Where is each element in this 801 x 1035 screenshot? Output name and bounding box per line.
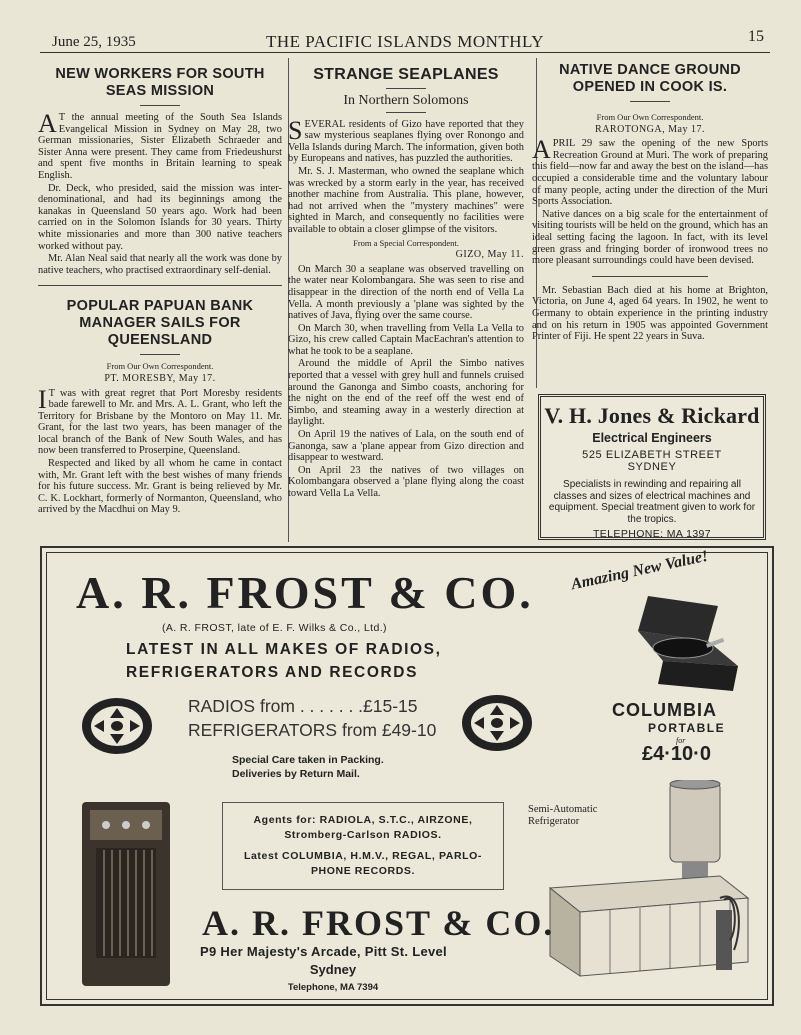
ad-city: Sydney (309, 962, 357, 977)
radio-reel-left-icon (80, 696, 154, 756)
divider (38, 285, 282, 286)
masthead: THE PACIFIC ISLANDS MONTHLY (266, 32, 544, 51)
dateline: RAROTONGA, May 17. (595, 123, 705, 135)
columbia-brand: COLUMBIA (612, 700, 717, 720)
article-paragraph: APRIL 29 saw the opening of the new Sports Recreation Ground at Muri. The work of preparing this field—now far and away the best on the island—has occupied a considerable time and the voluntary labour of many people, acting under the direction of the Muri Sports Association. (532, 135, 768, 208)
refrigerator-caption: Semi-Automatic Refrigerator (528, 804, 598, 827)
article-paragraph: On March 30 a seaplane was observed travelling on the water near Kolombangara. She was seen to rise and disappear in the direction of the north end of Vella La Vella. A month previously a 'plane was sighted by the natives of Java, flying over the same course. (288, 263, 524, 322)
page-header (40, 28, 770, 53)
article-paragraph: I T was with great regret that Port Moresby residents bade farewell to Mr. and Mrs. A. L. Grant, who left the Territory for Brisbane by the Montoro on May 11. Mr. Grant, for the last two years, has been manager of the local branch of the Bank of New South Wales, and has now been transferred to Proserpine, Queensland. (38, 384, 282, 457)
article-paragraph: On April 19 the natives of Lala, on the south end of Ganonga, saw a 'plane appear from Gizo direction and disappear to westward. (288, 429, 524, 464)
headline-papuan-bank: POPULAR PAPUAN BANK MANAGER SAILS FOR QUEENSLAND (66, 298, 254, 349)
ad-telephone: Telephone, MA 7394 (287, 982, 379, 993)
amazing-value-slogan: Amazing New Value! (569, 547, 710, 594)
ad-company-name-footer: A. R. FROST & CO. (202, 903, 555, 943)
advertiser-telephone: TELEPHONE: MA 1397 (592, 528, 712, 540)
agents-brands: Agents for: RADIOLA, S.T.C., AIRZONE, Stromberg-Carlson RADIOS. (253, 814, 473, 841)
article-paragraph: Respected and liked by all whom he came in contact with, Mr. Grant left with the best wishes of many friends for his future success. Mr. Grant is being relieved by Mr. C. K. Lockhart, formerly of Normanton, Queensland, who arrived by the Macdhui on May 9. (38, 458, 282, 516)
jones-rickard-advertisement (538, 394, 766, 540)
divider (592, 276, 708, 277)
obituary-notice: Mr. Sebastian Bach died at his home at Brighton, Victoria, on June 4, aged 64 years. In 1902, he went to Germany to obtain experience in the printing industry and on his return in 1905 was appointed Government Printer of Fiji. He spent 22 years in Suva. (532, 284, 768, 343)
article-paragraph: Mr. Alan Neal said that nearly all the work was done by native teachers, who practised extraordinary self-denial. (38, 253, 282, 276)
ad-address: P9 Her Majesty's Arcade, Pitt St. Level (200, 944, 447, 959)
divider (386, 88, 426, 89)
advertiser-trade: Electrical Engineers (592, 431, 712, 445)
article-paragraph: Dr. Deck, who presided, said the mission was inter-denominational, and had its beginnings among the kanakas in Queensland 50 years ago. Work had been carried on in the Solomon Islands for 30 years. Thirty white missionaries and more than 300 native teachers worked without pay. (38, 182, 282, 252)
advertiser-name: V. H. Jones & Rickard (544, 403, 760, 428)
subheadline: In Northern Solomons (343, 93, 469, 108)
divider (386, 112, 426, 113)
byline: From Our Own Correspondent. (596, 112, 704, 122)
columbia-portable: PORTABLE (648, 721, 726, 735)
drop-cap: A (532, 135, 551, 165)
issue-date: June 25, 1935 (52, 34, 136, 50)
article-paragraph: SEVERAL residents of Gizo have reported that they saw mysterious seaplanes flying over Ronongo and Vella Islands during March. The information, given both by Europeans and natives, has puzzled the authorities. (288, 115, 524, 165)
column-middle (288, 66, 524, 501)
drop-cap: A (38, 109, 57, 138)
divider (630, 101, 670, 102)
dateline: PT. MORESBY, May 17. (104, 372, 216, 384)
article-paragraph: Native dances on a big scale for the entertainment of visiting tourists will be held on the ground, which has an ideal setting facing the lagoon. In fact, with its level green grass and fringing border of ironwood trees no more pleasant surroundings could have been devised. (532, 208, 768, 267)
ad-company-name: A. R. FROST & CO. (76, 567, 534, 618)
column-left (38, 66, 282, 517)
article-paragraph: A T the annual meeting of the South Sea Islands Evangelical Mission in Sydney on May 28, two German missionaries, Sister Elizabeth Schraeder and Sister Anna were present. They came from Friedeushurst and spent five months in Britain learning to speak English. (38, 109, 282, 181)
ad-care-note: Special Care taken in Packing. Deliveries by Return Mail. (232, 754, 384, 780)
dateline: GIZO, May 11. (455, 249, 524, 261)
page-number: 15 (748, 28, 764, 45)
divider (140, 105, 180, 106)
article-paragraph: On April 23 the natives of two villages on Kolombangara observed a 'plane flying along the coast toward Vella La Vella. (288, 464, 524, 499)
article-paragraph: Around the middle of April the Simbo natives reported that a vessel with grey hull and funnels cruised around the Ganonga and Simbo coasts, anchoring for the night on the end of the reef off the west end of Simbo, and steaming away in a westerly direction at daylight. (288, 358, 524, 428)
advertiser-address: 525 ELIZABETH STREET SYDNEY (582, 449, 722, 473)
ad-latest-line1: LATEST IN ALL MAKES OF RADIOS, (126, 641, 442, 658)
headline-dance-ground: NATIVE DANCE GROUND OPENED IN COOK IS. (559, 62, 741, 95)
divider (140, 354, 180, 355)
columbia-for: for (676, 736, 686, 745)
refrigerator-icon (520, 780, 760, 980)
frost-advertisement (40, 546, 774, 1006)
agents-box (222, 802, 504, 890)
headline-new-workers: NEW WORKERS FOR SOUTH SEAS MISSION (55, 66, 265, 99)
columbia-price: £4·10·0 (642, 743, 711, 765)
byline: From Our Own Correspondent. (106, 361, 214, 372)
column-right (532, 62, 768, 344)
agents-records: Latest COLUMBIA, H.M.V., REGAL, PARLO- PHONE RECORDS. (243, 850, 483, 877)
gramophone-icon (608, 586, 748, 696)
radio-reel-right-icon (460, 693, 534, 753)
byline: From a Special Correspondent. (353, 237, 459, 248)
ad-latest-line2: REFRIGERATORS AND RECORDS (126, 664, 419, 681)
headline-strange-seaplanes: STRANGE SEAPLANES (313, 66, 499, 83)
ad-late-of: (A. R. FROST, late of E. F. Wilks & Co., Ltd.) (162, 622, 387, 634)
radios-price-line: RADIOS from . . . . . . .£15-15 (188, 696, 418, 716)
advertiser-description: Specialists in rewinding and repairing all classes and sizes of electrical machines and equipment. Special treatment given to work for the tropics. (548, 479, 756, 525)
drop-cap: I (38, 384, 47, 414)
drop-cap: S (288, 115, 303, 145)
article-paragraph: Mr. S. J. Masterman, who owned the seaplane which was wrecked by a storm early in the year, has received another machine from Australia. This plane, however, had not arrived when the "mystery machines" were sighted in March, and consequently no facilities were available to obtain a closer glimpse of the visitors. (288, 165, 524, 235)
article-paragraph: On March 30, when travelling from Vella La Vella to Gizo, his crew called Captain MacEachran's attention to what he took to be a seaplane. (288, 322, 524, 357)
refrigerators-price-line: REFRIGERATORS from £49-10 (188, 720, 437, 740)
